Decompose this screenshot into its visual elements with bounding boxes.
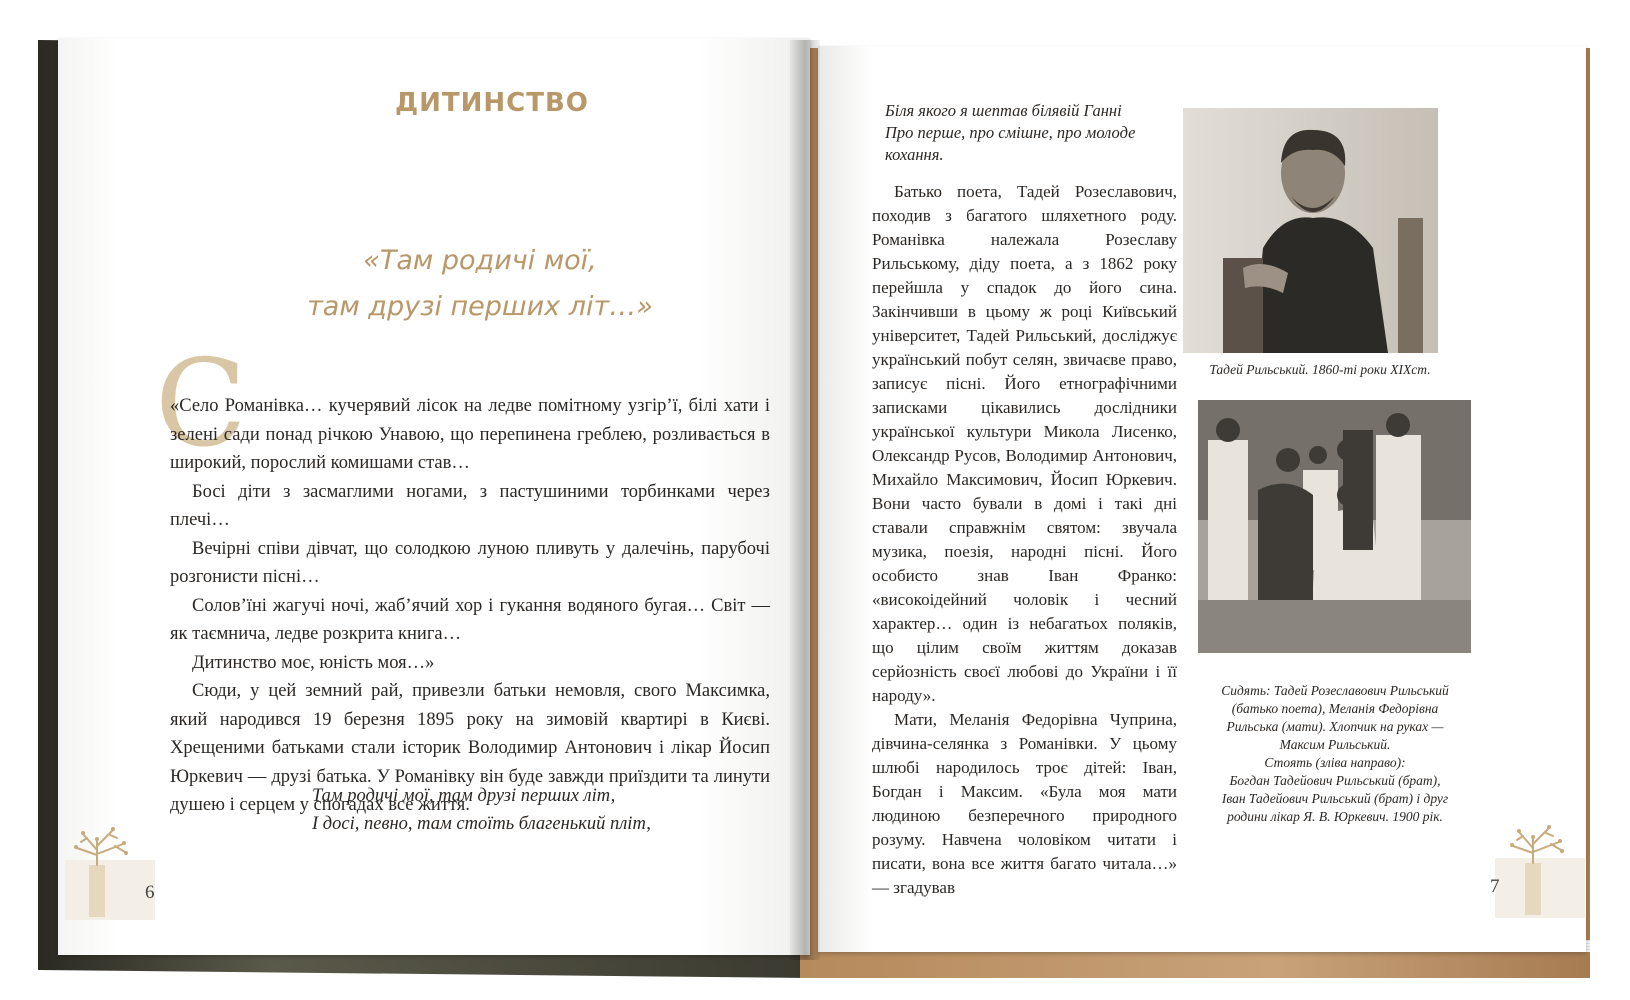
right-poem xyxy=(885,100,1175,166)
poem-line: І досі, певно, там стоїть благенький пліт, xyxy=(312,814,651,834)
chapter-title: ДИТИНСТВО xyxy=(395,88,589,118)
paragraph: Босі діти з засмаглими ногами, з пастушиними торбинками через плечі… xyxy=(170,481,770,530)
caption-line: Стоять (зліва направо): xyxy=(1264,755,1406,770)
paragraph: «Село Романівка… кучерявий лісок на ледве помітному узгір’ї, білі хати і зелені сади понад річкою Унавою, що перепинена греблею, розливається в широкий, порослий комишами став… xyxy=(170,396,770,473)
epigraph-line: «Там родичі мої, xyxy=(363,245,597,276)
paragraph: Мати, Меланія Федорівна Чуприна, дівчина-селянка з Романівки. У цьому шлюбі народилось троє дітей: Іван, Богдан і Максим. «Була моя мати людиною безперечного природного розуму. Навчена чоловіком читати і писати, вона все життя багато читала…» — згадував xyxy=(872,710,1177,897)
paragraph: Солов’їні жагучі ночі, жаб’ячий хор і гукання водяного бугая… Світ — як таємнича, ледве розкрита книга… xyxy=(170,595,770,644)
caption-line: родини лікар Я. В. Юркевич. 1900 рік. xyxy=(1227,809,1443,824)
photo-caption: Тадей Рильський. 1860-ті роки ХІХст. xyxy=(1209,362,1431,377)
family-photo xyxy=(1198,400,1471,653)
poem-line: Про перше, про смішне, про молоде xyxy=(885,123,1136,142)
tree-vase-ornament xyxy=(65,820,155,920)
caption-line: Сидять: Тадей Розеславович Рильський xyxy=(1221,683,1449,698)
caption-line: Іван Тадейович Рильський (брат) і друг xyxy=(1221,791,1449,806)
page-number-right: 7 xyxy=(1490,876,1500,897)
family-photo-caption xyxy=(1185,682,1485,826)
paragraph: Дитинство моє, юність моя…» xyxy=(192,652,435,673)
poem-line: Там родичі мої, там друзі перших літ, xyxy=(312,786,616,806)
right-body-text xyxy=(872,180,1177,900)
paragraph: Батько поета, Тадей Розеславович, походив з багатого шляхетного роду. Романівка належала Розеславу Рильському, діду поета, а з 1862 року перейшла у спадок до його сина. Закінчивши в цьому ж році Київський університет, Тадей Рильський, досліджує український побут селян, звичаєве право, записує пісні. Його етнографічними записками цікавились дослідники української культури Микола Лисенко, Олександр Русов, Володимир Антонович, Михайло Максимович, Йосип Юркевич. Вони часто бували в домі і такі дні ставали справжнім святом: звучала музика, поезія, народні пісні. Його особисто знав Іван Франко: «високоідейний чоловік і чесний характер… один із небагатьох поляків, що цілим своїм життям доказав серйозність своєї любові до України і її народу». xyxy=(872,182,1177,705)
left-body-text xyxy=(170,392,770,820)
epigraph-line: там друзі перших літ…» xyxy=(307,291,653,322)
portrait-photo xyxy=(1183,108,1438,353)
drop-cap: С xyxy=(155,335,247,474)
paragraph: Вечірні співи дівчат, що солодкою луною пливуть у далечінь, парубочі розгонисти пісні… xyxy=(170,538,770,587)
tree-vase-ornament xyxy=(1495,818,1585,918)
spine-shadow xyxy=(790,40,820,960)
caption-line: Максим Рильський. xyxy=(1279,737,1391,752)
caption-line: Богдан Тадейович Рильський (брат), xyxy=(1229,773,1441,788)
left-poem xyxy=(312,782,752,838)
poem-line: кохання. xyxy=(885,145,944,164)
epigraph xyxy=(290,238,670,330)
caption-line: Рильська (мати). Хлопчик на руках — xyxy=(1226,719,1444,734)
paragraph: Сюди, у цей земний рай, привезли батьки немовля, свого Максимка, який народився 19 березня 1895 року на зимовій квартирі в Києві. Хрещеними батьками стали історик Володимир Антонович і лікар Йосип Юркевич — друзі батька. У Романівку він буде завжди приїздити та линути душею і серцем у спогадах все життя. xyxy=(170,681,770,815)
poem-line: Біля якого я шептав білявій Ганні xyxy=(885,101,1122,120)
caption-line: (батько поета), Меланія Федорівна xyxy=(1231,701,1439,716)
page-number-left: 6 xyxy=(145,882,155,903)
